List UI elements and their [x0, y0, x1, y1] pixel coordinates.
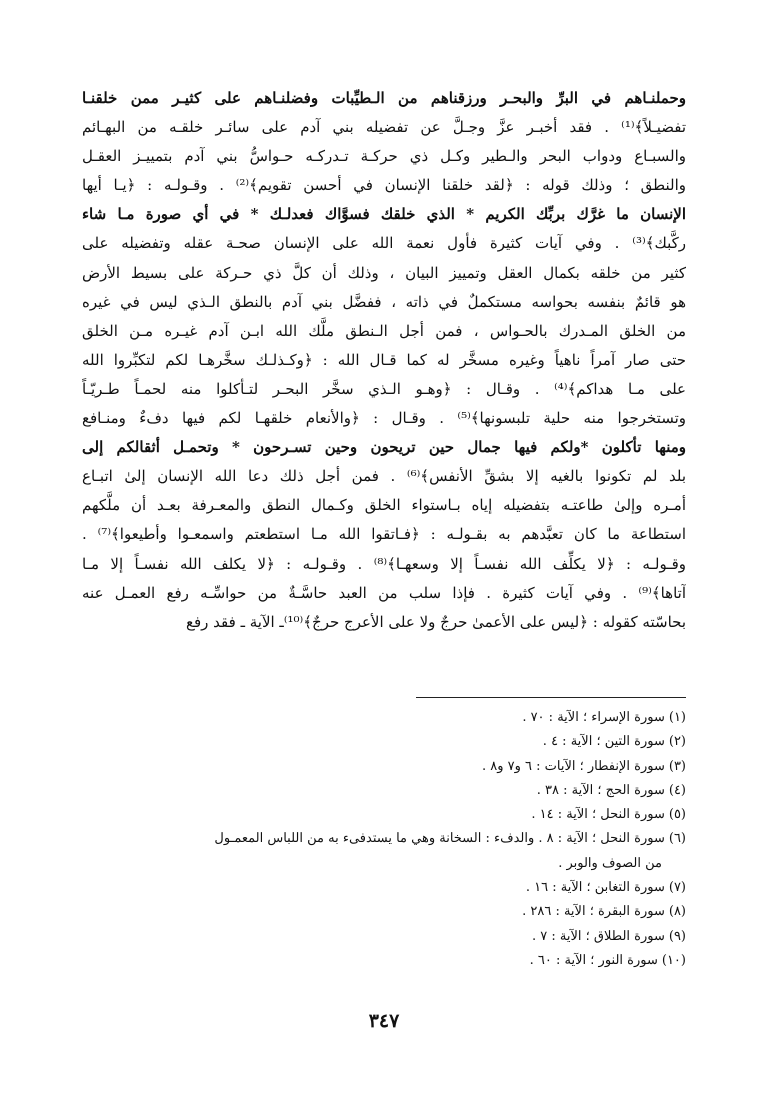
footnote-number: (٦) — [668, 831, 686, 847]
text-line: بلد لم تكونوا بالغيه إلا بشقِّ الأنفس﴾⁽⁶⁾ . فمن أجل ذلك دعا الله الإنسان إلىٰ اتبـاع — [82, 467, 686, 486]
footnote-text: سورة النحل ؛ الآية : ٨ . والدفء : السخانة وهي ما يستدفىء به من اللباس المعمـول — [214, 831, 665, 847]
main-text — [82, 84, 686, 637]
text-line: كثير من خلقه بكمال العقل وتمييز البيان ، وذلك أن كلَّ ذي حـركة على بسيط الأرض — [82, 263, 686, 282]
footnote-text: سورة التغابن ؛ الآية : ١٦ . — [525, 880, 665, 896]
text-line: وحملنـاهم في البرِّ والبحـر ورزقناهم من الـطيِّبات وفضلنـاهم على كثيـر ممن خلقنـا — [82, 89, 686, 107]
footnote-text: سورة النحل ؛ الآية : ١٤ . — [531, 807, 665, 823]
footnote-text: سورة النور ؛ الآية : ٦٠ . — [529, 952, 658, 968]
footnote — [82, 852, 686, 876]
footnote-text: سورة البقرة ؛ الآية : ٢٨٦ . — [522, 904, 665, 920]
footnote — [82, 779, 686, 803]
text-line: بحاسّته كقوله : ﴿ليس على الأعمىٰ حرجٌ ولا على الأعرج حرجٌ﴾⁽¹⁰⁾ـ الآية ـ فقد رفع — [186, 612, 686, 631]
text-line: الإنسان ما غرَّك بربِّك الكريم * الذي خلقك فسوَّاك فعدلـك * في أي صورة مـا شاء — [82, 205, 686, 224]
footnote-number: (٢) — [668, 734, 686, 750]
page-number: ٣٤٧ — [368, 1010, 400, 1032]
footnote — [82, 949, 686, 973]
text-line: والنطق ؛ وذلك قوله : ﴿لقد خلقنا الإنسان في أحسن تقويم﴾⁽²⁾ . وقـولـه : ﴿يـا أيها — [82, 176, 686, 195]
text-line: استطاعة ما كان تعبَّدهم به بقـولـه : ﴿فـاتقوا الله مـا استطعتم واسمعـوا وأطيعوا﴾⁽⁷⁾ . — [82, 525, 686, 544]
text-line: والسبـاع ودواب البحر والـطير وكـل ذي حركـة تـدركـه حـواسُّ بني آدم بتمييـز العقـل — [82, 147, 686, 166]
footnote-text: سورة الحج ؛ الآية : ٣٨ . — [536, 782, 665, 798]
footnote — [82, 876, 686, 900]
footnote — [82, 827, 686, 851]
footnote — [82, 900, 686, 924]
footnote-number: (٧) — [668, 880, 686, 896]
footnote — [82, 803, 686, 827]
footnote-number: (٨) — [668, 904, 686, 920]
text-line: هو قائمٌ بنفسه بحواسه مستكملٌ في ذاته ، ففضَّل بني آدم بالنطق الـذي ليس في غيره — [82, 292, 686, 311]
text-line: أمـره وإلىٰ طاعتـه بتفضيله إياه بـاستواء الخلق وكـمال النطق والمعـرفة بعـد أن ملَّكهم — [82, 496, 686, 515]
footnote-number: (٥) — [668, 807, 686, 823]
footnote-text: سورة الإسراء ؛ الآية : ٧٠ . — [522, 710, 665, 725]
footnotes — [82, 706, 686, 973]
footnote-separator — [416, 697, 686, 698]
footnote — [82, 706, 686, 730]
footnote — [82, 755, 686, 779]
text-line: آتاها﴾⁽⁹⁾ . وفي آيات كثيرة . فإذا سلب من العبد حاسَّـةٌ من حواسِّـه رفع العمـل عنه — [82, 583, 686, 602]
footnote-text: سورة التين ؛ الآية : ٤ . — [542, 734, 665, 750]
footnote-number: (١) — [668, 710, 686, 725]
text-line: ومنها تأكلون *ولكم فيها جمال حين تريحون وحين تسـرحون * وتحمـل أثقالكم إلى — [82, 438, 686, 457]
footnote-number: (١٠) — [661, 952, 686, 968]
footnote-text: سورة الطلاق ؛ الآية : ٧ . — [532, 928, 665, 944]
text-line: على مـا هداكم﴾⁽⁴⁾ . وقـال : ﴿وهـو الـذي سخَّر البحـر لتـأكلوا منه لحمـاً طـريّـاً — [82, 379, 686, 398]
text-line: ركَّبك﴾⁽³⁾ . وفي آيات كثيرة فأول نعمة الله على الإنسان صحـة عقله وتفضيله على — [82, 234, 686, 253]
text-line: تفضيـلاً﴾⁽¹⁾ . فقد أخبـر عزَّ وجـلَّ عن تفضيله بني آدم على سائـر خلقـه من البهـائم — [82, 118, 686, 137]
footnote-text: من الصوف والوبر . — [558, 855, 662, 871]
footnote — [82, 925, 686, 949]
text-line: وتستخرجوا منه حلية تلبسونها﴾⁽⁵⁾ . وقـال : ﴿والأنعام خلقهـا لكم فيها دفءٌ ومنـافع — [82, 409, 686, 428]
text-line: من الخلق المـدرك بالحـواس ، فمن أجل الـنطق ملَّك الله ابـن آدم غيـره مـن الخلق — [82, 321, 686, 340]
text-line: حتى صار آمراً ناهياً وغيره مسخَّر له كما قـال الله : ﴿وكـذلـك سخَّرهـا لكم لتكبِّروا الله — [82, 350, 686, 369]
footnote-number: (٩) — [668, 928, 686, 944]
text-line: وقـولـه : ﴿لا يكلِّف الله نفسـاً إلا وسعهـا﴾⁽⁸⁾ . وقـولـه : ﴿لا يكلف الله نفسـاً إلا مـا — [82, 554, 686, 573]
footnote-text: سورة الإنفطار ؛ الآيات : ٦ و٧ و٨ . — [481, 758, 665, 774]
footnote-number: (٣) — [668, 758, 686, 774]
footnote — [82, 730, 686, 754]
footnote-number: (٤) — [668, 782, 686, 798]
